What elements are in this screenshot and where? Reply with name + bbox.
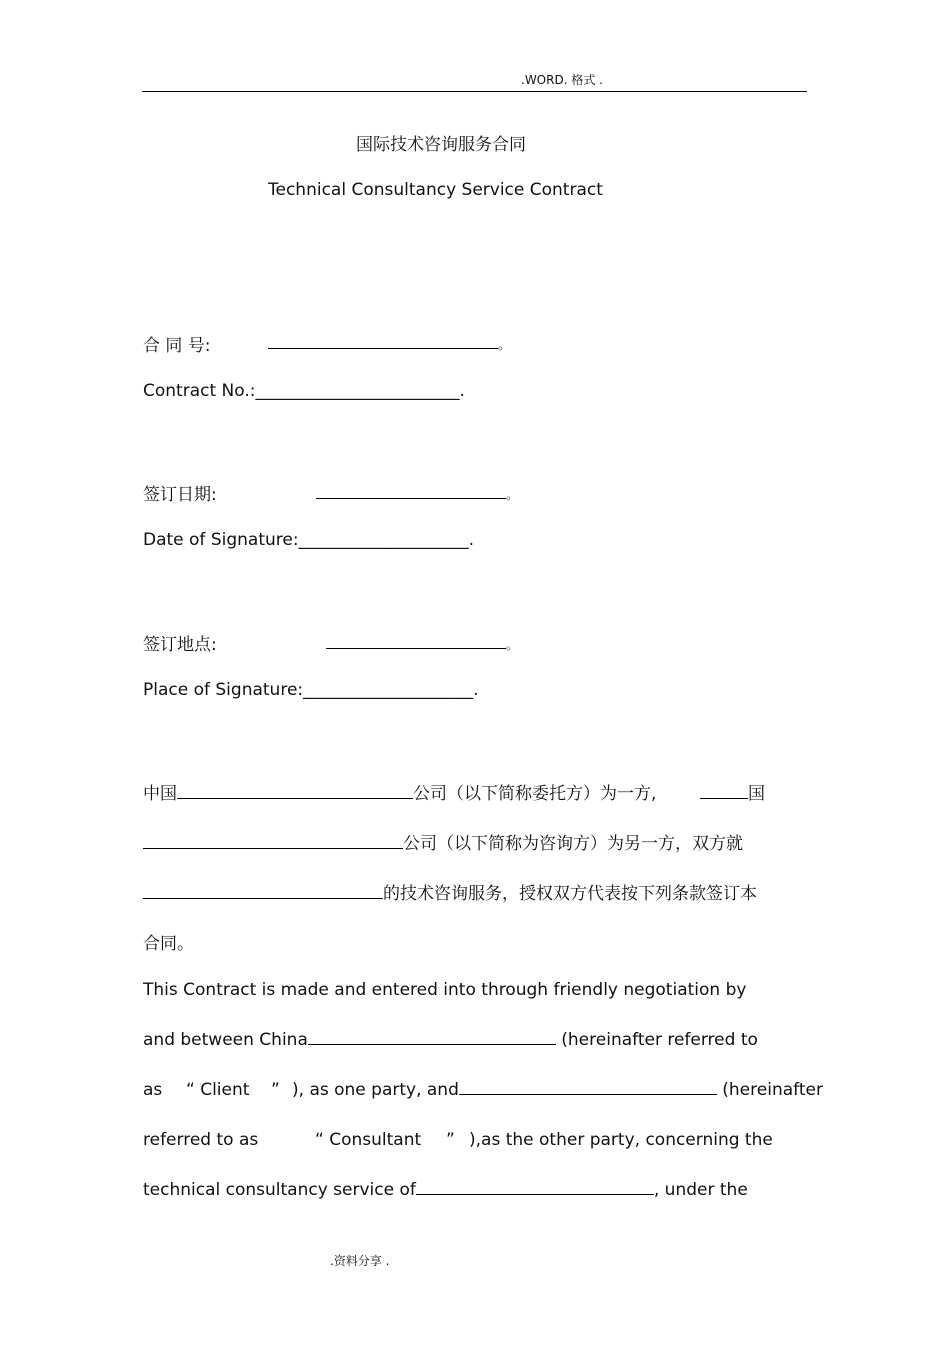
- body-en-line3-as: as: [143, 1080, 163, 1100]
- contract-no-label-cn: 合 同 号:: [143, 336, 211, 356]
- under-the-text: , under the: [653, 1180, 748, 1200]
- body-cn-line3: [143, 879, 757, 904]
- date-blank-cn: [316, 484, 518, 503]
- body-en-line1: This Contract is made and entered into through friendly negotiation by: [143, 980, 747, 1000]
- date-label-en: Date of Signature:____________________.: [143, 530, 474, 550]
- blank-line: [177, 784, 413, 799]
- page-header: .WORD. 格式 .: [521, 73, 603, 87]
- body-en-line2: [143, 1030, 758, 1050]
- consultant-company-text: 公司（以下简称为咨询方）为另一方，双方就: [403, 834, 743, 854]
- date-label-cn: 签订日期:: [143, 485, 217, 505]
- page-footer: .资料分享 .: [330, 1254, 390, 1268]
- one-party-text: ), as one party, and: [292, 1080, 459, 1100]
- body-en-line5: [143, 1180, 748, 1200]
- place-blank-cn: [326, 634, 518, 653]
- hereinafter-text: (hereinafter: [716, 1080, 823, 1100]
- china-text: 中国: [143, 784, 177, 804]
- contract-no-blank-cn: [268, 334, 510, 353]
- client-company-text: 公司（以下简称委托方）为一方,: [413, 784, 657, 804]
- title-cn: 国际技术咨询服务合同: [356, 135, 526, 155]
- title-en: Technical Consultancy Service Contract: [268, 180, 603, 200]
- contract-no-label-en: Contract No.:________________________.: [143, 381, 465, 401]
- country-text: 国: [748, 784, 765, 804]
- body-en-line3: [292, 1080, 823, 1100]
- place-label-en: Place of Signature:____________________.: [143, 680, 479, 700]
- body-cn-line1: [143, 779, 656, 804]
- between-china-text: and between China: [143, 1030, 308, 1050]
- blank-line: [459, 1080, 717, 1095]
- consultant-quote-close: ”: [446, 1130, 455, 1150]
- blank-line: [416, 1180, 654, 1195]
- blank-line: [700, 784, 748, 799]
- body-en-line4-referred: referred to as: [143, 1130, 259, 1150]
- consultant-quote: “ Consultant: [315, 1130, 422, 1150]
- client-quote-close: ”: [271, 1080, 280, 1100]
- blank-line: [143, 834, 403, 849]
- place-label-cn: 签订地点:: [143, 635, 217, 655]
- blank-line: [143, 884, 383, 899]
- hereinafter-text: (hereinafter referred to: [555, 1030, 758, 1050]
- body-en-line4: ),as the other party, concerning the: [469, 1130, 773, 1150]
- circle-mark: 。: [506, 488, 519, 502]
- circle-mark: 。: [506, 638, 519, 652]
- body-cn-line2: [143, 829, 743, 854]
- circle-mark: 。: [498, 338, 511, 352]
- body-cn-line4: 合同。: [143, 934, 194, 954]
- blank-line: [308, 1030, 556, 1045]
- body-cn-line1-country: [700, 779, 765, 804]
- client-quote: “ Client: [186, 1080, 250, 1100]
- header-rule: [142, 91, 807, 92]
- service-of-text: technical consultancy service of: [143, 1180, 416, 1200]
- service-text: 的技术咨询服务，授权双方代表按下列条款签订本: [383, 884, 757, 904]
